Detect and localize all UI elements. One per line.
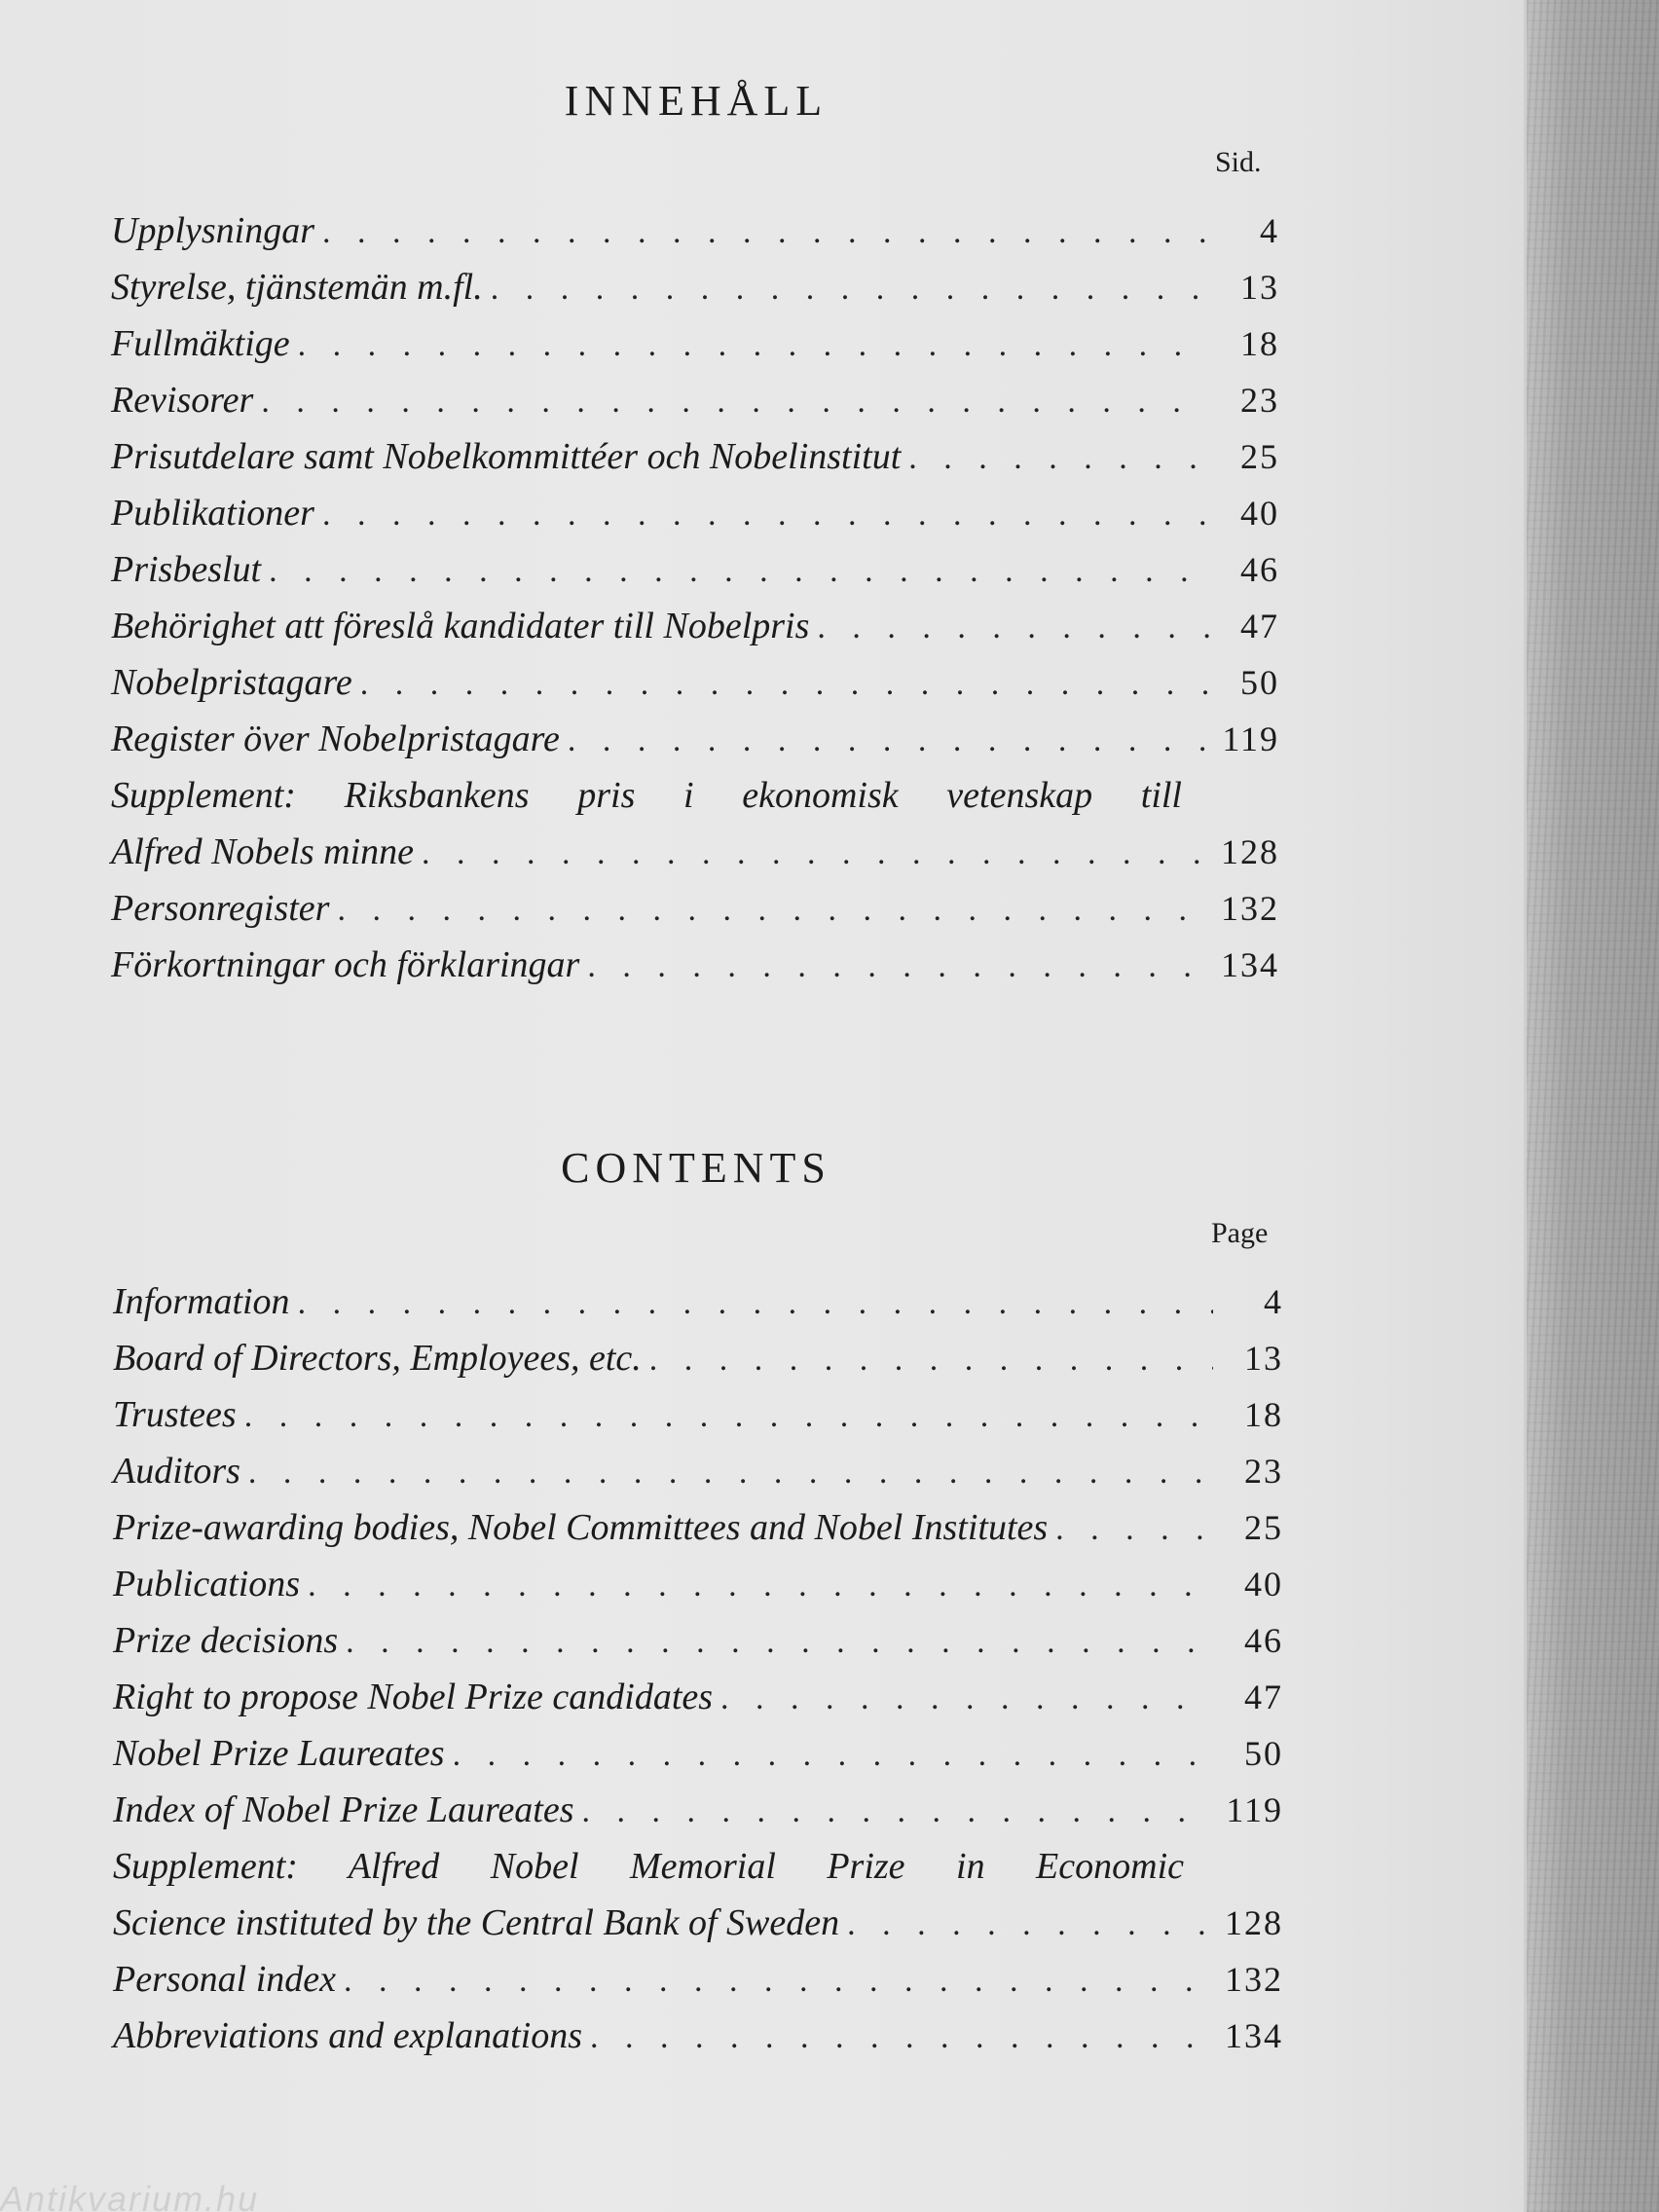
sid-column-label: Sid.	[1215, 146, 1262, 178]
toc-entry-page: 50	[1244, 1734, 1283, 1773]
toc-entry-title: Behörighet att föreslå kandidater till Nobelpris	[111, 606, 810, 646]
toc-entry-page: 4	[1260, 211, 1279, 250]
toc-entry	[111, 372, 1279, 428]
dot-leader	[587, 939, 1207, 995]
toc-entry-title: Abbreviations and explanations	[113, 2015, 582, 2056]
toc-entry	[113, 1386, 1283, 1443]
dot-leader	[322, 204, 1209, 261]
toc-entry-page: 13	[1244, 1339, 1283, 1378]
english-toc	[113, 1273, 1283, 2056]
dot-leader	[308, 1558, 1213, 1614]
dot-leader	[248, 1445, 1213, 1501]
toc-entry	[113, 1556, 1283, 1612]
toc-entry	[113, 1725, 1283, 1782]
toc-entry	[111, 824, 1279, 880]
dot-leader	[649, 1332, 1213, 1388]
toc-entry	[111, 315, 1279, 372]
toc-entry-line1	[113, 1838, 1184, 1895]
toc-entry-title: Upplysningar	[111, 210, 314, 251]
toc-entry-page: 46	[1240, 550, 1279, 589]
toc-entry-title: Personal index	[113, 1959, 337, 2000]
toc-entry-title: Publications	[113, 1564, 301, 1604]
toc-entry	[113, 1443, 1283, 1499]
dot-leader	[720, 1671, 1213, 1727]
toc-entry-title: Supplement: Riksbankens pris i ekonomisk vetenskap till	[111, 775, 1182, 816]
toc-entry	[111, 654, 1279, 711]
toc-entry	[113, 1273, 1283, 1330]
toc-entry-page: 4	[1264, 1282, 1283, 1321]
toc-entry	[111, 598, 1279, 654]
dot-leader	[491, 261, 1209, 317]
toc-entry	[113, 1782, 1283, 1838]
dot-leader	[908, 430, 1209, 487]
toc-entry-title: Information	[113, 1281, 290, 1322]
swedish-toc	[111, 203, 1279, 985]
toc-entry-page: 128	[1225, 1903, 1283, 1942]
toc-entry-page: 134	[1221, 945, 1279, 984]
dot-leader	[344, 1953, 1211, 2009]
dot-leader	[568, 713, 1208, 769]
toc-entry-page: 119	[1222, 719, 1279, 758]
toc-entry-title: Prisutdelare samt Nobelkommittéer och Nobelinstitut	[111, 436, 902, 477]
page-column-label: Page	[1211, 1217, 1269, 1249]
dot-leader	[261, 374, 1209, 430]
toc-entry	[111, 203, 1279, 259]
toc-entry	[113, 1612, 1283, 1669]
toc-entry-title: Alfred Nobels minne	[111, 831, 414, 872]
toc-entry	[111, 711, 1279, 767]
dot-leader	[346, 1614, 1213, 1671]
dot-leader	[582, 1784, 1213, 1840]
toc-entry-title: Nobelpristagare	[111, 662, 352, 703]
page-edge	[1524, 0, 1659, 2212]
dot-leader	[298, 317, 1209, 374]
dot-leader	[244, 1388, 1213, 1445]
innehall-heading: INNEHÅLL	[564, 77, 829, 125]
toc-entry-page: 40	[1244, 1565, 1283, 1604]
toc-entry-page: 40	[1240, 494, 1279, 533]
dot-leader	[453, 1727, 1213, 1784]
toc-entry	[113, 1499, 1283, 1556]
toc-entry-title: Supplement: Alfred Nobel Memorial Prize in Economic	[113, 1846, 1184, 1887]
toc-entry-title: Fullmäktige	[111, 323, 290, 364]
toc-entry-title: Personregister	[111, 888, 330, 929]
toc-entry-line1	[111, 767, 1182, 824]
dot-leader	[817, 600, 1209, 656]
toc-entry-title: Förkortningar och förklaringar	[111, 944, 580, 985]
dot-leader	[590, 2009, 1211, 2066]
dot-leader	[422, 826, 1207, 882]
toc-entry	[113, 1669, 1283, 1725]
dot-leader	[847, 1897, 1211, 1953]
dot-leader	[360, 656, 1209, 713]
toc-entry-page: 50	[1240, 663, 1279, 702]
watermark: Antikvarium.hu	[0, 2179, 260, 2212]
toc-entry-title: Board of Directors, Employees, etc.	[113, 1338, 642, 1379]
toc-entry-page: 25	[1244, 1508, 1283, 1547]
toc-entry-page: 119	[1226, 1790, 1283, 1829]
toc-entry-page: 134	[1225, 2016, 1283, 2055]
toc-entry-title: Right to propose Nobel Prize candidates	[113, 1677, 714, 1717]
toc-entry-title: Nobel Prize Laureates	[113, 1733, 445, 1774]
toc-entry	[111, 428, 1279, 485]
toc-entry-title: Auditors	[113, 1451, 240, 1492]
toc-entry-title: Science instituted by the Central Bank of Sweden	[113, 1902, 840, 1943]
toc-entry-title: Trustees	[113, 1394, 237, 1435]
toc-entry	[113, 1951, 1283, 2008]
toc-entry-title: Register över Nobelpristagare	[111, 719, 560, 759]
dot-leader	[337, 882, 1207, 939]
toc-entry-page: 23	[1244, 1452, 1283, 1491]
toc-entry-title: Prize decisions	[113, 1620, 339, 1661]
toc-entry-title: Styrelse, tjänstemän m.fl.	[111, 267, 483, 308]
toc-entry-title: Revisorer	[111, 380, 254, 421]
toc-entry-page: 25	[1240, 437, 1279, 476]
dot-leader	[322, 487, 1209, 543]
toc-entry-title: Prize-awarding bodies, Nobel Committees and Nobel Institutes	[113, 1507, 1049, 1548]
toc-entry	[111, 259, 1279, 315]
toc-entry	[113, 1895, 1283, 1951]
toc-entry-page: 132	[1225, 1960, 1283, 1999]
toc-entry-page: 47	[1240, 607, 1279, 645]
toc-entry	[113, 1330, 1283, 1386]
toc-entry-title: Publikationer	[111, 493, 314, 534]
toc-entry-title: Index of Nobel Prize Laureates	[113, 1789, 574, 1830]
toc-entry	[111, 937, 1279, 993]
dot-leader	[269, 543, 1209, 600]
toc-entry	[113, 2008, 1283, 2064]
toc-entry-page: 23	[1240, 381, 1279, 420]
toc-entry-page: 128	[1221, 832, 1279, 871]
toc-entry-page: 13	[1240, 268, 1279, 307]
toc-entry-page: 18	[1240, 324, 1279, 363]
dot-leader	[298, 1275, 1213, 1332]
toc-entry	[111, 485, 1279, 541]
toc-entry-page: 132	[1221, 889, 1279, 928]
toc-entry	[111, 541, 1279, 598]
dot-leader	[1055, 1501, 1213, 1558]
toc-entry-page: 46	[1244, 1621, 1283, 1660]
toc-entry-title: Prisbeslut	[111, 549, 262, 590]
toc-entry-page: 47	[1244, 1677, 1283, 1716]
toc-entry	[111, 880, 1279, 937]
toc-entry-page: 18	[1244, 1395, 1283, 1434]
contents-heading: CONTENTS	[561, 1144, 831, 1192]
